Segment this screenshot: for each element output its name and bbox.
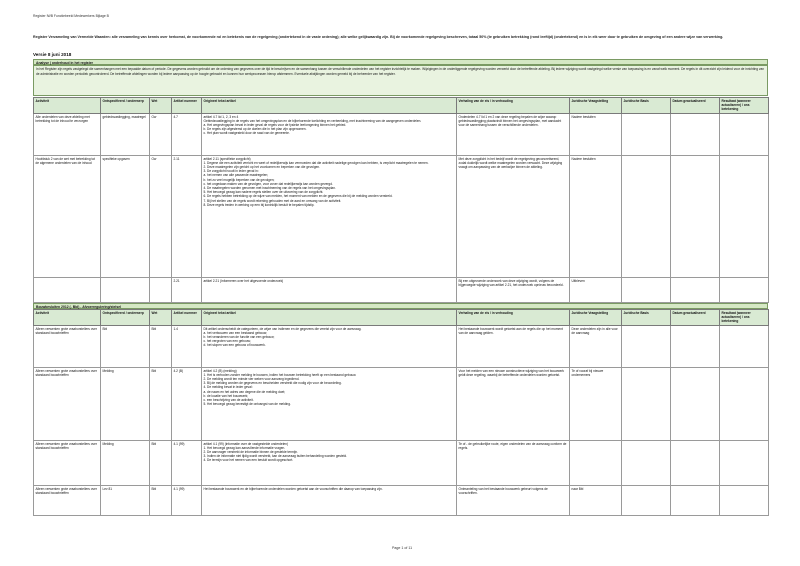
cell-line: artikel 4.2 (B) (melding)	[203, 368, 237, 373]
cell-line: 1. Degene die een activiteit verricht en weet of redelijkerwijs kan vermoeden dat die activiteit nadelige gevolgen kan hebben, is verplicht maatregelen te nemen.	[203, 160, 429, 165]
cell-question: Uitbleven	[570, 277, 622, 302]
cell-explanation: Te of - de gebruikelijke route, eigen onderdelen van de aanvraag conform de regels.	[457, 440, 570, 485]
cell-empty	[720, 155, 769, 277]
cell-activity: Hoofdstuk 2 van de wet met betrekking tot de algemene onderdelen van de inhoud	[34, 155, 101, 277]
cell-article: 4.1 (99)	[172, 440, 202, 485]
cell-line: artikel 4.7 lid 1, 2, 3 en 4	[203, 114, 239, 119]
column-header: Artikel nummer	[172, 310, 202, 326]
cell-empty	[622, 155, 671, 277]
cell-law: Bbl	[150, 485, 172, 515]
cell-article: 2.11	[172, 155, 202, 277]
cell-empty	[720, 113, 769, 155]
cell-activity	[34, 277, 101, 302]
register-table-2	[33, 309, 769, 516]
cell-article: 4.2 (B)	[172, 367, 202, 440]
column-header: Juridische Basis	[622, 98, 671, 114]
column-header: Wet	[150, 310, 172, 326]
cell-line: a. de naam en het adres van degene die de melding doet;	[203, 389, 286, 394]
header-row	[34, 310, 769, 326]
cell-line: a. Het omgevingsplan bevat in ieder geval de regels voor de fysieke leefomgeving binnen het gebied.	[203, 123, 347, 128]
cell-article: 1.4	[172, 325, 202, 367]
column-header: Ontspecifieerd / onderwerp	[101, 98, 150, 114]
cell-line: Dit artikel onderscheidt de categorieen, de wijze van indienen en de gegevens die vereist zijn voor de aanvraag.	[203, 326, 362, 331]
cell-empty	[720, 325, 769, 367]
cell-text	[202, 485, 457, 515]
table-row	[34, 113, 769, 155]
cell-line: 1. Het is verboden zonder melding te bouwen, indien het bouwen betrekking heeft op een bestaand gebouw.	[203, 372, 357, 377]
cell-empty	[671, 440, 720, 485]
cell-activity: Alleen verwerken grote vraaborstellers over standaard bouwbrieffen	[34, 367, 101, 440]
cell-line: b. het zo veel mogelijk beperken van de gevolgen;	[203, 177, 275, 182]
cell-empty	[622, 325, 671, 367]
cell-line: artikel 4.1 (99) (informatie over de vastgestelde onderdelen)	[203, 441, 289, 446]
cell-line: 4. De maatregelen worden genomen met inachtneming van de regels van het omgevingsplan.	[203, 186, 336, 191]
cell-activity: Alleen verwerken grote vraaborstellers over standaard bouwbrieffen	[34, 325, 101, 367]
table-row	[34, 155, 769, 277]
cell-line: 1. Het bevoegd gezag kan aanvullende informatie vragen.	[203, 445, 286, 450]
column-header: Origineel tekst artikel	[202, 310, 457, 326]
cell-empty	[720, 367, 769, 440]
column-header: Artikel nummer	[172, 98, 202, 114]
cell-line: c. Het plan wordt vastgesteld door de raad van de gemeente.	[203, 131, 290, 136]
header-row	[34, 98, 769, 114]
cell-question: Te of vooraf bij nieuwe ondernemers	[570, 367, 622, 440]
section-header-1: Analyse | onderhoud in het register	[33, 59, 768, 65]
column-header: Activiteit	[34, 310, 101, 326]
cell-activity: Alleen verwerken grote vraaborstellers over standaard bouwbrieffen	[34, 485, 101, 515]
cell-subject: gebiedsvastlegging, maatregel	[101, 113, 150, 155]
column-header: Datum geactualiseerd	[671, 98, 720, 114]
cell-line: 3. Bij de melding worden de gegevens en bescheiden verstrekt die nodig zijn voor de beoordeling.	[203, 381, 342, 386]
cell-subject: specifieke opgaven	[101, 155, 150, 277]
cell-line: 2. De melding wordt ten minste vier weken voor aanvang ingediend.	[203, 377, 300, 382]
section-header-2: Bouwbesluiten 2012 (- Bbl) - Afvoerregulering/stelsel	[33, 303, 768, 309]
cell-empty	[720, 440, 769, 485]
cell-line: c. een beschrijving van de activiteit.	[203, 398, 254, 403]
cell-article: 4.7	[172, 113, 202, 155]
cell-law: Bbl	[150, 325, 172, 367]
cell-line: c. het ongedaan maken van de gevolgen, voor zover dat redelijkerwijs kan worden gevergd.	[203, 181, 333, 186]
cell-empty	[720, 277, 769, 302]
cell-subject: Bbl	[101, 325, 150, 367]
cell-line: a. het nemen van alle passende maatregelen;	[203, 173, 269, 178]
table-row	[34, 367, 769, 440]
cell-explanation: Het bestaande bouwwerk wordt getoetst aan de regels die op het moment van de aanvraag gelden.	[457, 325, 570, 367]
cell-question: Nadere besluiten	[570, 113, 622, 155]
cell-empty	[622, 277, 671, 302]
cell-law: Bbl	[150, 367, 172, 440]
column-header: Juridische Vraagstelling	[570, 98, 622, 114]
cell-empty	[671, 155, 720, 277]
cell-line: 4. De melding bevat in ieder geval:	[203, 385, 253, 390]
cell-line: 7. Bij het stellen van de regels wordt rekening gehouden met de aard en omvang van de activiteit.	[203, 198, 342, 203]
table-row	[34, 485, 769, 515]
cell-empty	[671, 485, 720, 515]
cell-explanation: Onderdelen 4.7 lid 1 en 2 van deze regeling bepalen de wijze waarop gebiedsvastlegging plaatsvindt binnen het omgevingsplan, met aandacht voor de samenhang tussen de verschillende onderdelen.	[457, 113, 570, 155]
column-header: Ontspecifieerd / onderwerp	[101, 310, 150, 326]
cell-line: 2. Deze maatregelen zijn gericht op het voorkomen en beperken van die gevolgen.	[203, 165, 321, 170]
table-row	[34, 325, 769, 367]
cell-line: 2. De aanvrager verstrekt de informatie binnen de gestelde termijn.	[203, 450, 298, 455]
cell-line: b. de locatie van het bouwwerk;	[203, 393, 249, 398]
cell-line: Gebiedsvastlegging in de regels van het omgevingsplan en de bijbehorende toelichting en verbeelding, met inachtneming van de aangegeven onderdelen.	[203, 118, 422, 123]
cell-empty	[622, 113, 671, 155]
column-header: Juridische Basis	[622, 310, 671, 326]
cell-line: b. De regels zijn afgestemd op de doelen die in het plan zijn opgenomen.	[203, 127, 307, 132]
cell-line: d. het slopen van een gebouw of bouwwerk.	[203, 343, 266, 348]
column-header: Juridische Vraagstelling	[570, 310, 622, 326]
cell-line: Het bestaande bouwwerk en de bijbehorende onderdelen worden getoetst aan de voorschriften die daarop van toepassing zijn.	[203, 486, 383, 491]
cell-explanation: Voor het melden van een nieuwe constructieve wijziging van het bouwwerk geldt deze regeling, waarbij de betreffende onderdelen worden getoetst.	[457, 367, 570, 440]
cell-article: 4.1 (99)	[172, 485, 202, 515]
cell-empty	[622, 485, 671, 515]
cell-line: 4. De termijn voor het nemen van een besluit wordt opgeschort.	[203, 458, 294, 463]
table-row	[34, 277, 769, 302]
cell-line: 6. De regels hebben betrekking op de wijze van melden, het moment van melden en de gegevens die bij de melding worden verstrekt.	[203, 194, 393, 199]
column-header: Verhaling van de eis / in verhouding	[457, 98, 570, 114]
document-header: Register IWB Functiebeeld Medewerkers Bijlage B	[33, 14, 109, 18]
cell-text	[202, 113, 457, 155]
cell-line: artikel 2.11 (specifieke zorgplicht)	[203, 156, 251, 161]
column-header: Resultaat (wanneer actualiseren) / ons betekening	[720, 310, 769, 326]
cell-text	[202, 367, 457, 440]
cell-empty	[671, 277, 720, 302]
cell-article: 2.21	[172, 277, 202, 302]
column-header: Wet	[150, 98, 172, 114]
cell-line: a. het verbouwen van een bestaand gebouw;	[203, 330, 268, 335]
cell-line: c. het vergroten van een gebouw;	[203, 339, 251, 344]
cell-line: 8. Deze regels treden in werking op een bij koninklijk besluit te bepalen tijdstip.	[203, 202, 315, 207]
cell-line: 3. Indien de informatie niet tijdig wordt verstrekt, kan de aanvraag buiten behandeling worden gesteld.	[203, 454, 348, 459]
cell-text	[202, 155, 457, 277]
cell-text	[202, 440, 457, 485]
cell-line: artikel 2.21 (Informeren over het uitgevoerde onderzoek)	[203, 278, 284, 283]
cell-subject: Melding	[101, 367, 150, 440]
cell-empty	[622, 367, 671, 440]
cell-explanation: Met deze zorgplicht in het bedrijf wordt de regelgeving geconcretiseerd, zodat duidelijk wordt welke maatregelen worden verwacht. Deze wijziging vraagt om aanpassing van de werkwijze binnen de afdeling.	[457, 155, 570, 277]
cell-question: Deze onderdelen zijn in alle voor de aanvraag	[570, 325, 622, 367]
cell-subject	[101, 277, 150, 302]
cell-subject: Lev 81	[101, 485, 150, 515]
table-row	[34, 440, 769, 485]
intro-text: Register Verzameling van Vermelde Waarden: alle verzameling van kennis over herkomst, de voorkomende rol en betekenis van de regelgeving (ondertekend in de vaste ordening); alle welke gelijkwaardig zijn. Bij de voorkomende regelgeving beschreven, totaal 50% (te gebruiken betrekking (rond leeftijd) (ondertekend) en is in elk weer door te gebruiken de omgeving of een andere wijze van verwerking.	[33, 35, 724, 39]
cell-question	[570, 440, 622, 485]
cell-question: Nadere besluiten	[570, 155, 622, 277]
column-header: Verhaling van de eis / in verhouding	[457, 310, 570, 326]
column-header: Origineel tekst artikel	[202, 98, 457, 114]
cell-law: Bbl	[150, 440, 172, 485]
page-number: Page 1 of 11	[392, 546, 413, 550]
cell-explanation: Bij een uitgevoerde onderzoek van deze wijziging wordt, volgens de bijgevoegde wijziging van artikel 2.21, het onderzoek opnieuw beoordeeld.	[457, 277, 570, 302]
cell-line: 3. De zorgplicht houdt in ieder geval in:	[203, 169, 259, 174]
column-header: Resultaat (wanneer actualiseren) / ons betekening	[720, 98, 769, 114]
cell-law	[150, 277, 172, 302]
cell-explanation: Ontmanteling van het bestaande bouwwerk gebeurt volgens de voorschriften.	[457, 485, 570, 515]
cell-line: 5. Het bevoegd gezag kan nadere regels stellen over de uitvoering van de zorgplicht.	[203, 190, 324, 195]
column-header: Datum geactualiseerd	[671, 310, 720, 326]
column-header: Activiteit	[34, 98, 101, 114]
cell-question: naar Bbl	[570, 485, 622, 515]
cell-law: Ow	[150, 155, 172, 277]
cell-empty	[720, 485, 769, 515]
cell-empty	[671, 325, 720, 367]
cell-subject: Melding	[101, 440, 150, 485]
cell-text	[202, 325, 457, 367]
register-table-1	[33, 97, 769, 303]
cell-activity: Alle onderdelen van deze afdeling met betrekking tot de inhoud te verzorgen	[34, 113, 101, 155]
version-label: Versie 8 juni 2018	[33, 52, 72, 57]
cell-activity: Alleen verwerken grote vraaborstellers over standaard bouwbrieffen	[34, 440, 101, 485]
cell-text	[202, 277, 457, 302]
cell-law: Ow	[150, 113, 172, 155]
cell-line: 5. Het bevoegd gezag bevestigt de ontvangst van de melding.	[203, 402, 291, 407]
cell-empty	[671, 113, 720, 155]
section-note: In het Register zijn regels vastgelegd die samenhangen met een bepaalde datum of periode. De gegevens worden gebruikt om de ordening van gegevens over de tijd te beschrijven en de samenhang tussen de verschillende onderdelen van het register inzichtelijk te maken. Wijzigingen in de onderliggende regelgeving worden verwerkt door de betreffende afdeling. Bij iedere wijziging wordt vastgelegd welke versie van toepassing is en vanaf welk moment. De regels in dit overzicht zijn leidend voor de inrichting van de administratie en worden periodiek gecontroleerd. De betreffende afdelingen worden bij iedere aanpassing op de hoogte gebracht en kunnen hun werkprocessen hierop afstemmen. Eventuele afwijkingen worden gemeld bij de beheerder van het register.	[33, 65, 768, 96]
cell-line: b. het veranderen van de functie van een gebouw;	[203, 335, 275, 340]
cell-empty	[671, 367, 720, 440]
cell-empty	[622, 440, 671, 485]
